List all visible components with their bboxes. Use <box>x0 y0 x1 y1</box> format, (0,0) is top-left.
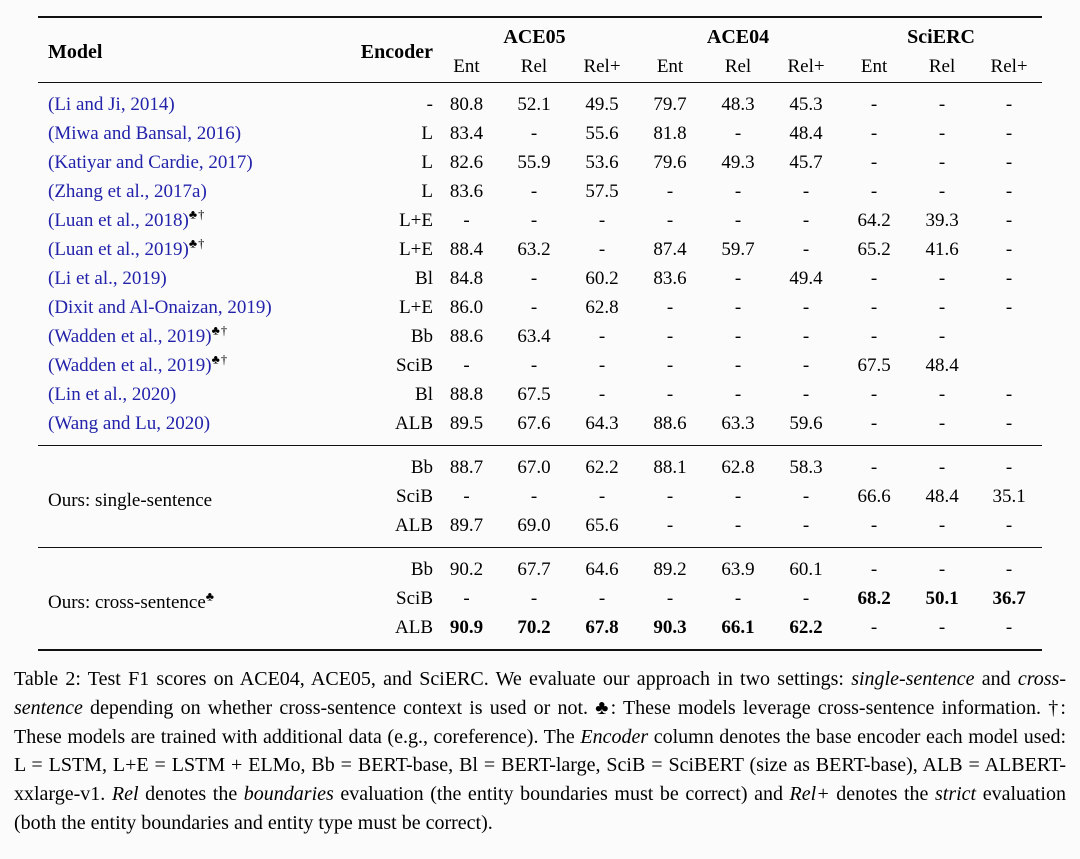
score-cell: 35.1 <box>992 486 1026 507</box>
encoder-cell: ALB <box>395 617 433 638</box>
score-cell: - <box>870 268 878 289</box>
score-cell: 86.0 <box>449 297 484 318</box>
score-cell: - <box>938 297 946 318</box>
encoder-cell: - <box>426 94 433 115</box>
caption-text: evaluation (both the entity boundaries and entity type must be correct). <box>14 783 1066 834</box>
score-cell <box>976 351 1042 380</box>
score-cell: 39.3 <box>925 210 959 231</box>
citation-link[interactable]: (Lin et al., 2020) <box>48 384 177 405</box>
encoder-cell: L <box>421 123 433 144</box>
model-cell <box>38 293 338 322</box>
score-cell: 60.1 <box>789 559 823 580</box>
subcol-ace05-ent: Ent <box>453 56 480 77</box>
score-cell: 87.4 <box>653 239 687 260</box>
score-cell: 83.4 <box>449 123 484 144</box>
score-cell: - <box>938 326 946 347</box>
score-cell: 66.6 <box>857 486 891 507</box>
encoder-cell: SciB <box>396 355 433 376</box>
score-cell: - <box>734 181 742 202</box>
citation-link[interactable]: (Luan et al., 2019) <box>48 239 189 260</box>
table-row <box>38 83 1042 120</box>
citation-link[interactable]: (Miwa and Bansal, 2016) <box>48 123 242 144</box>
score-cell: - <box>802 355 810 376</box>
score-cell: - <box>734 123 742 144</box>
score-cell: - <box>802 486 810 507</box>
score-cell: - <box>598 355 606 376</box>
score-cell: 90.9 <box>449 617 484 638</box>
encoder-cell: L+E <box>399 239 433 260</box>
score-cell: - <box>598 486 606 507</box>
score-cell: - <box>802 297 810 318</box>
score-cell: - <box>530 123 538 144</box>
caption-text: denotes the <box>138 783 244 806</box>
score-cell: - <box>666 515 674 536</box>
score-cell: 60.2 <box>585 268 619 289</box>
score-cell: 83.6 <box>449 181 484 202</box>
header-group-row <box>38 17 1042 52</box>
subcol-ace04-rel: Rel <box>724 56 752 77</box>
score-cell: - <box>870 181 878 202</box>
score-cell: 82.6 <box>449 152 484 173</box>
score-cell: - <box>666 326 674 347</box>
score-cell: 67.7 <box>517 559 551 580</box>
table-caption <box>14 665 1066 838</box>
score-cell: 59.7 <box>721 239 755 260</box>
score-cell: - <box>870 559 878 580</box>
results-table <box>38 16 1042 651</box>
encoder-cell: Bl <box>415 268 433 289</box>
score-cell: - <box>666 181 674 202</box>
score-cell: 81.8 <box>653 123 687 144</box>
score-cell: 88.8 <box>449 384 484 405</box>
score-cell: - <box>463 210 470 231</box>
score-cell: - <box>734 297 742 318</box>
score-cell: 67.0 <box>517 457 551 478</box>
footnote-marker: ♣† <box>211 352 229 367</box>
score-cell: 59.6 <box>789 413 823 434</box>
caption-emphasis: single-sentence <box>851 668 975 690</box>
score-cell: 50.1 <box>925 588 959 609</box>
score-cell: - <box>666 297 674 318</box>
citation-link[interactable]: (Wadden et al., 2019) <box>48 355 212 376</box>
score-cell: - <box>1005 152 1013 173</box>
table-row <box>38 264 1042 293</box>
score-cell: - <box>598 384 606 405</box>
score-cell: - <box>870 515 878 536</box>
caption-emphasis: Rel+ <box>789 783 830 806</box>
score-cell: - <box>870 384 878 405</box>
score-cell: - <box>802 515 810 536</box>
score-cell: 88.6 <box>449 326 484 347</box>
caption-emphasis: Encoder <box>580 725 649 748</box>
caption-text: depending on whether cross-sentence context is used or not. ♣: These models leverage cross-sentence information. †: These models are trained with additional data (e.g., coreference). The <box>14 696 1066 748</box>
score-cell: 79.6 <box>653 152 687 173</box>
score-cell: - <box>598 239 606 260</box>
table-row <box>38 293 1042 322</box>
table-header <box>38 17 1042 83</box>
section-ours-single-sentence <box>38 446 1042 548</box>
score-cell: 64.3 <box>585 413 619 434</box>
score-cell: 58.3 <box>789 457 823 478</box>
score-cell: - <box>1005 181 1013 202</box>
score-cell: 52.1 <box>517 94 551 115</box>
score-cell: 48.4 <box>925 355 959 376</box>
score-cell: 88.4 <box>449 239 484 260</box>
score-cell: 55.6 <box>585 123 619 144</box>
score-cell: - <box>938 123 946 144</box>
encoder-cell: SciB <box>396 486 433 507</box>
score-cell: - <box>1005 515 1013 536</box>
score-cell: 45.3 <box>789 94 823 115</box>
score-cell: - <box>802 210 810 231</box>
caption-emphasis: boundaries <box>243 783 334 806</box>
encoder-cell: Bb <box>410 326 433 347</box>
score-cell: 64.2 <box>857 210 891 231</box>
score-cell: 49.5 <box>585 94 619 115</box>
score-cell: 45.7 <box>789 152 823 173</box>
encoder-cell: ALB <box>395 413 433 434</box>
encoder-cell: L+E <box>399 210 433 231</box>
col-group-scierc: SciERC <box>907 26 975 48</box>
encoder-cell: SciB <box>396 588 433 609</box>
col-header-model: Model <box>48 41 103 63</box>
table-row <box>38 322 1042 351</box>
score-cell: 63.4 <box>517 326 551 347</box>
score-cell: - <box>938 268 946 289</box>
score-cell: - <box>734 384 742 405</box>
score-cell <box>976 322 1042 351</box>
table-row <box>38 119 1042 148</box>
score-cell: 84.8 <box>449 268 484 289</box>
table-row <box>38 177 1042 206</box>
score-cell: - <box>938 457 946 478</box>
score-cell: - <box>463 588 470 609</box>
subcol-scierc-rel: Rel <box>928 56 956 77</box>
encoder-cell: L+E <box>399 297 433 318</box>
ours-label: Ours: cross-sentence♣ <box>48 589 215 613</box>
caption-emphasis: Rel <box>111 783 139 806</box>
score-cell: - <box>1005 297 1013 318</box>
score-cell: - <box>1005 384 1013 405</box>
caption-text: and <box>974 668 1018 690</box>
score-cell: 62.8 <box>585 297 619 318</box>
score-cell: 49.4 <box>789 268 823 289</box>
model-cell <box>38 235 338 264</box>
col-header-encoder: Encoder <box>360 41 433 63</box>
score-cell: 90.3 <box>653 617 687 638</box>
model-cell <box>38 206 338 235</box>
table-row <box>38 235 1042 264</box>
score-cell: - <box>598 210 606 231</box>
score-cell: - <box>870 617 878 638</box>
score-cell: - <box>530 268 538 289</box>
table-row <box>38 409 1042 446</box>
score-cell: 88.7 <box>449 457 484 478</box>
citation-link[interactable]: (Li et al., 2019) <box>48 268 167 289</box>
score-cell: 49.3 <box>721 152 755 173</box>
score-cell: - <box>1005 210 1013 231</box>
score-cell: 53.6 <box>585 152 619 173</box>
score-cell: 57.5 <box>585 181 619 202</box>
score-cell: - <box>734 486 742 507</box>
encoder-cell: Bb <box>410 457 433 478</box>
score-cell: 65.6 <box>585 515 619 536</box>
score-cell: - <box>530 486 538 507</box>
score-cell: - <box>938 413 946 434</box>
score-cell: - <box>734 326 742 347</box>
subcol-ace05-rel: Rel <box>520 56 548 77</box>
score-cell: 65.2 <box>857 239 891 260</box>
encoder-cell: Bl <box>415 384 433 405</box>
score-cell: - <box>463 355 470 376</box>
score-cell: - <box>802 326 810 347</box>
score-cell: - <box>530 210 538 231</box>
score-cell: - <box>734 268 742 289</box>
encoder-cell: L <box>421 152 433 173</box>
table-row <box>38 351 1042 380</box>
score-cell: - <box>938 181 946 202</box>
caption-text: evaluation (the entity boundaries must be correct) and <box>333 783 790 806</box>
score-cell: - <box>1005 559 1013 580</box>
score-cell: 48.3 <box>721 94 755 115</box>
score-cell: - <box>666 384 674 405</box>
score-cell: - <box>870 123 878 144</box>
score-cell: - <box>666 486 674 507</box>
score-cell: 63.2 <box>517 239 551 260</box>
score-cell: - <box>870 297 878 318</box>
score-cell: 62.2 <box>585 457 619 478</box>
encoder-cell: ALB <box>395 515 433 536</box>
score-cell: 55.9 <box>517 152 551 173</box>
score-cell: 88.1 <box>653 457 687 478</box>
score-cell: - <box>1005 123 1013 144</box>
score-cell: 70.2 <box>517 617 551 638</box>
model-cell <box>38 322 338 351</box>
score-cell: - <box>938 152 946 173</box>
score-cell: - <box>870 413 878 434</box>
section-ours-cross-sentence <box>38 548 1042 651</box>
subcol-scierc-relp: Rel+ <box>990 56 1028 77</box>
score-cell: 68.2 <box>857 588 891 609</box>
score-cell: - <box>1005 457 1013 478</box>
score-cell: - <box>1005 268 1013 289</box>
score-cell: 89.2 <box>653 559 687 580</box>
score-cell: - <box>938 617 946 638</box>
subcol-ace04-relp: Rel+ <box>787 56 825 77</box>
model-cell <box>38 264 338 293</box>
score-cell: - <box>463 486 470 507</box>
caption-emphasis: cross-sentence <box>14 668 1066 719</box>
subcol-ace04-ent: Ent <box>656 56 684 77</box>
score-cell: 89.5 <box>449 413 484 434</box>
table-row <box>38 148 1042 177</box>
score-cell: - <box>938 559 946 580</box>
score-cell: 88.6 <box>653 413 687 434</box>
citation-link[interactable]: (Wang and Lu, 2020) <box>48 413 211 434</box>
model-cell <box>38 409 338 446</box>
score-cell: 41.6 <box>925 239 959 260</box>
footnote-marker: ♣† <box>211 323 229 338</box>
score-cell: - <box>734 588 742 609</box>
table-row <box>38 380 1042 409</box>
caption-text: denotes the <box>829 783 935 806</box>
score-cell: 63.9 <box>721 559 755 580</box>
score-cell: 90.2 <box>449 559 484 580</box>
score-cell: 83.6 <box>653 268 687 289</box>
table-row <box>38 206 1042 235</box>
score-cell: - <box>666 588 674 609</box>
caption-text: column denotes the base encoder each model used: L = LSTM, L+E = LSTM + ELMo, Bb = BERT-base, Bl = BERT-large, SciB = SciBERT (size as BERT-base), ALB = ALBERT-xxlarge-v1. <box>14 725 1066 806</box>
score-cell: 48.4 <box>925 486 959 507</box>
col-group-ace04: ACE04 <box>706 26 770 48</box>
footnote-marker: ♣† <box>188 236 206 251</box>
score-cell: 64.6 <box>585 559 619 580</box>
score-cell: - <box>530 181 538 202</box>
score-cell: - <box>666 210 674 231</box>
footnote-marker: ♣† <box>188 207 206 222</box>
results-table-wrap <box>38 16 1042 651</box>
caption-text: Table 2: Test F1 scores on ACE04, ACE05, and SciERC. We evaluate our approach in two settings: <box>14 668 852 690</box>
score-cell: - <box>530 297 538 318</box>
model-cell <box>38 83 338 120</box>
citation-link[interactable]: (Dixit and Al-Onaizan, 2019) <box>48 297 272 318</box>
model-cell <box>38 351 338 380</box>
score-cell: - <box>1005 413 1013 434</box>
model-cell <box>38 380 338 409</box>
citation-link[interactable]: (Wadden et al., 2019) <box>48 326 212 347</box>
citation-link[interactable]: (Katiyar and Cardie, 2017) <box>48 152 253 173</box>
score-cell: 36.7 <box>992 588 1026 609</box>
score-cell: - <box>598 326 606 347</box>
model-cell <box>38 119 338 148</box>
score-cell: - <box>1005 239 1013 260</box>
score-cell: - <box>870 94 878 115</box>
score-cell: - <box>1005 617 1013 638</box>
score-cell: 63.3 <box>721 413 755 434</box>
score-cell: 79.7 <box>653 94 687 115</box>
score-cell: - <box>938 94 946 115</box>
score-cell: 67.6 <box>517 413 551 434</box>
score-cell: - <box>870 152 878 173</box>
table-row <box>38 446 1042 483</box>
score-cell: - <box>530 355 538 376</box>
score-cell: - <box>802 181 810 202</box>
score-cell: - <box>802 239 810 260</box>
score-cell: - <box>734 515 742 536</box>
score-cell: - <box>938 384 946 405</box>
model-cell <box>38 177 338 206</box>
col-group-ace05: ACE05 <box>503 26 566 48</box>
section-prior-work <box>38 83 1042 446</box>
score-cell: 48.4 <box>789 123 823 144</box>
score-cell: - <box>802 384 810 405</box>
score-cell: 69.0 <box>517 515 551 536</box>
score-cell: 67.5 <box>517 384 551 405</box>
score-cell: 62.8 <box>721 457 755 478</box>
caption-emphasis: strict <box>934 783 977 806</box>
subcol-ace05-relp: Rel+ <box>583 56 621 77</box>
encoder-cell: L <box>421 181 433 202</box>
ours-label: Ours: single-sentence <box>48 489 213 511</box>
score-cell: - <box>938 515 946 536</box>
encoder-cell: Bb <box>410 559 433 580</box>
score-cell: 67.5 <box>857 355 891 376</box>
subcol-scierc-ent: Ent <box>860 56 888 77</box>
score-cell: - <box>734 355 742 376</box>
score-cell: 62.2 <box>789 617 823 638</box>
footnote-marker: ♣ <box>205 589 215 604</box>
citation-link[interactable]: (Zhang et al., 2017a) <box>48 181 207 202</box>
score-cell: 80.8 <box>449 94 484 115</box>
score-cell: - <box>802 588 810 609</box>
score-cell: - <box>1005 94 1013 115</box>
score-cell: - <box>870 326 878 347</box>
table-row <box>38 548 1042 585</box>
score-cell: - <box>530 588 538 609</box>
score-cell: - <box>870 457 878 478</box>
score-cell: 89.7 <box>449 515 484 536</box>
score-cell: 66.1 <box>721 617 755 638</box>
score-cell: - <box>598 588 606 609</box>
score-cell: 67.8 <box>585 617 619 638</box>
model-cell <box>38 148 338 177</box>
score-cell: - <box>734 210 742 231</box>
citation-link[interactable]: (Luan et al., 2018) <box>48 210 189 231</box>
citation-link[interactable]: (Li and Ji, 2014) <box>48 94 175 115</box>
score-cell: - <box>666 355 674 376</box>
